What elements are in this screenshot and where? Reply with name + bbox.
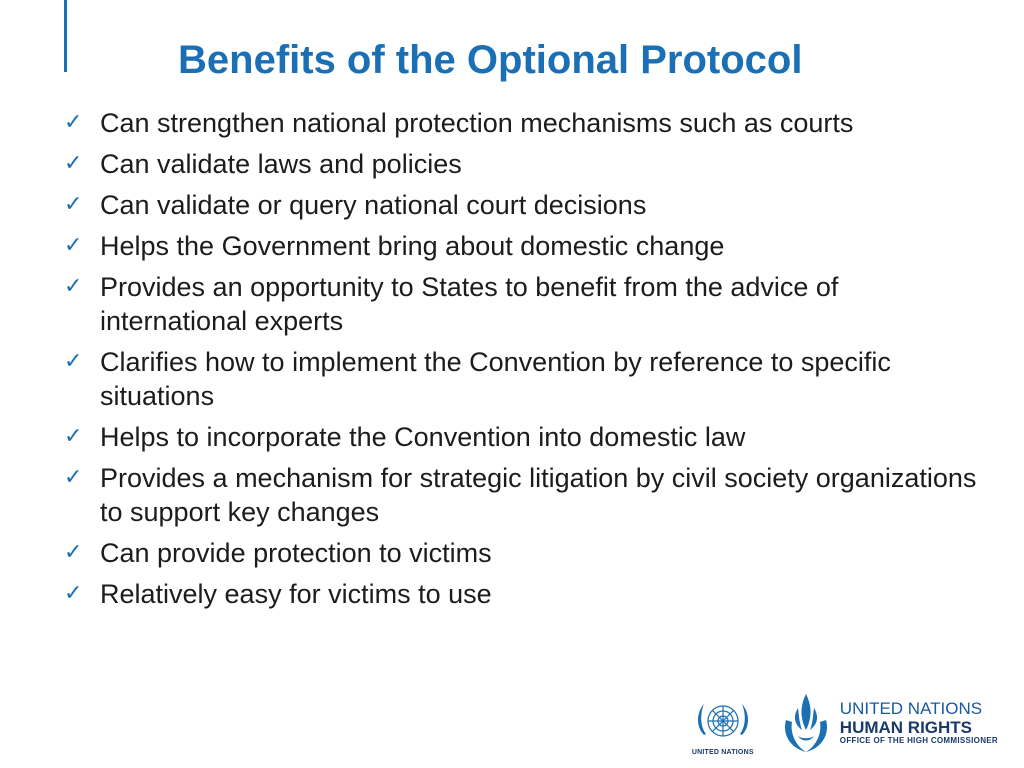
list-item: [64, 270, 984, 338]
benefits-list: [64, 106, 984, 618]
bullet-text: Relatively easy for victims to use: [100, 579, 492, 609]
bullet-text: Clarifies how to implement the Convention by reference to specific situations: [100, 347, 891, 411]
list-item: [64, 345, 984, 413]
un-logo: [692, 697, 754, 756]
list-item: [64, 461, 984, 529]
list-item: [64, 147, 984, 181]
bullet-text: Provides a mechanism for strategic litigation by civil society organizations to support key changes: [100, 463, 977, 527]
checkmark-icon: ✓: [64, 349, 83, 374]
ohchr-logo: [778, 690, 998, 756]
bullet-text: Can provide protection to victims: [100, 538, 492, 568]
ohchr-line-1: UNITED NATIONS: [839, 698, 983, 718]
checkmark-icon: ✓: [64, 192, 83, 217]
bullet-text: Can validate or query national court decisions: [100, 190, 647, 220]
checkmark-icon: ✓: [64, 424, 83, 449]
checkmark-icon: ✓: [64, 233, 83, 258]
checkmark-icon: ✓: [64, 540, 83, 565]
bullet-text: Can strengthen national protection mechanisms such as courts: [100, 108, 854, 138]
ohchr-line-2: HUMAN RIGHTS: [839, 717, 973, 737]
ohchr-wordmark: [840, 700, 998, 746]
bullet-text: Helps the Government bring about domestic change: [100, 231, 725, 261]
un-emblem-icon: [692, 697, 754, 747]
list-item: [64, 229, 984, 263]
ohchr-emblem-icon: [778, 690, 834, 756]
ohchr-line-3: OFFICE OF THE HIGH COMMISSIONER: [839, 736, 998, 746]
bullet-text: Provides an opportunity to States to benefit from the advice of international experts: [100, 272, 839, 336]
bullet-text: Helps to incorporate the Convention into domestic law: [100, 422, 746, 452]
checkmark-icon: ✓: [64, 151, 83, 176]
checkmark-icon: ✓: [64, 274, 83, 299]
list-item: [64, 577, 984, 611]
logo-area: [692, 690, 998, 756]
checkmark-icon: ✓: [64, 465, 83, 490]
list-item: [64, 536, 984, 570]
checkmark-icon: ✓: [64, 110, 83, 135]
title-accent-bar: [64, 0, 67, 72]
un-logo-caption: UNITED NATIONS: [691, 749, 754, 756]
list-item: [64, 106, 984, 140]
bullet-text: Can validate laws and policies: [100, 149, 462, 179]
list-item: [64, 188, 984, 222]
list-item: [64, 420, 984, 454]
slide-title: Benefits of the Optional Protocol: [178, 38, 803, 82]
checkmark-icon: ✓: [64, 581, 83, 606]
